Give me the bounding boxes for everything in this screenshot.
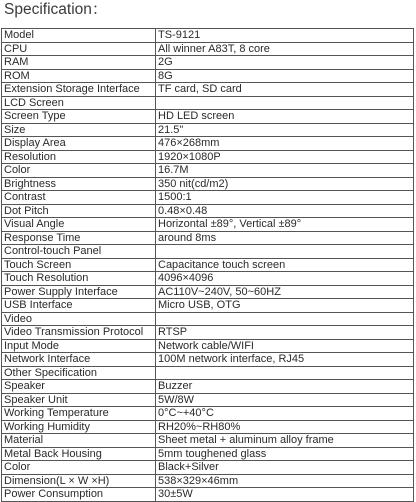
spec-value-cell: Black+Silver — [156, 461, 414, 475]
table-row — [2, 407, 414, 421]
spec-value-cell: All winner A83T, 8 core — [156, 42, 414, 56]
spec-value-cell: AC110V~240V, 50~60HZ — [156, 285, 414, 299]
spec-key-cell: CPU — [2, 42, 156, 56]
spec-value-cell: TF card, SD card — [156, 83, 414, 97]
spec-key-cell: LCD Screen — [2, 96, 156, 110]
spec-key-cell: Dimension(L × W ×H) — [2, 474, 156, 488]
spec-value-cell: 2G — [156, 56, 414, 70]
table-row — [2, 218, 414, 232]
spec-value-cell: 4096×4096 — [156, 272, 414, 286]
specification-table-body — [2, 29, 414, 502]
table-row — [2, 474, 414, 488]
spec-value-cell — [156, 312, 414, 326]
table-row — [2, 339, 414, 353]
spec-value-cell: 5W/8W — [156, 393, 414, 407]
spec-value-cell — [156, 245, 414, 259]
spec-key-cell: Display Area — [2, 137, 156, 151]
spec-value-cell: 476×268mm — [156, 137, 414, 151]
spec-value-cell: Buzzer — [156, 380, 414, 394]
spec-key-cell: Video — [2, 312, 156, 326]
spec-key-cell: Visual Angle — [2, 218, 156, 232]
spec-key-cell: Model — [2, 29, 156, 43]
spec-value-cell: RTSP — [156, 326, 414, 340]
table-row — [2, 191, 414, 205]
spec-value-cell: 21.5" — [156, 123, 414, 137]
table-row — [2, 110, 414, 124]
spec-key-cell: Color — [2, 164, 156, 178]
spec-value-cell: 5mm toughened glass — [156, 447, 414, 461]
table-row — [2, 96, 414, 110]
spec-key-cell: Control-touch Panel — [2, 245, 156, 259]
table-row — [2, 137, 414, 151]
table-row — [2, 312, 414, 326]
table-row — [2, 299, 414, 313]
spec-key-cell: Color — [2, 461, 156, 475]
spec-value-cell: Sheet metal + aluminum alloy frame — [156, 434, 414, 448]
spec-key-cell: Touch Resolution — [2, 272, 156, 286]
spec-value-cell: Capacitance touch screen — [156, 258, 414, 272]
specification-table — [1, 28, 414, 502]
spec-value-cell: Horizontal ±89°, Vertical ±89° — [156, 218, 414, 232]
spec-key-cell: Screen Type — [2, 110, 156, 124]
table-row — [2, 285, 414, 299]
spec-key-cell: RAM — [2, 56, 156, 70]
spec-key-cell: Resolution — [2, 150, 156, 164]
spec-value-cell: 350 nit(cd/m2) — [156, 177, 414, 191]
table-row — [2, 56, 414, 70]
spec-key-cell: Network Interface — [2, 353, 156, 367]
table-row — [2, 204, 414, 218]
table-row — [2, 380, 414, 394]
spec-key-cell: Working Temperature — [2, 407, 156, 421]
spec-key-cell: USB Interface — [2, 299, 156, 313]
table-row — [2, 420, 414, 434]
spec-value-cell: RH20%~RH80% — [156, 420, 414, 434]
spec-value-cell: Micro USB, OTG — [156, 299, 414, 313]
spec-value-cell: 1920×1080P — [156, 150, 414, 164]
spec-value-cell: 0.48×0.48 — [156, 204, 414, 218]
spec-value-cell: around 8ms — [156, 231, 414, 245]
spec-value-cell: 100M network interface, RJ45 — [156, 353, 414, 367]
spec-value-cell — [156, 96, 414, 110]
table-row — [2, 150, 414, 164]
spec-key-cell: Metal Back Housing — [2, 447, 156, 461]
spec-key-cell: Touch Screen — [2, 258, 156, 272]
table-row — [2, 434, 414, 448]
page-title: Specification： — [4, 1, 108, 18]
spec-key-cell: ROM — [2, 69, 156, 83]
spec-key-cell: Size — [2, 123, 156, 137]
spec-key-cell: Brightness — [2, 177, 156, 191]
spec-value-cell: 538×329×46mm — [156, 474, 414, 488]
table-row — [2, 69, 414, 83]
table-row — [2, 177, 414, 191]
table-row — [2, 245, 414, 259]
spec-key-cell: Extension Storage Interface — [2, 83, 156, 97]
spec-value-cell: Network cable/WIFI — [156, 339, 414, 353]
table-row — [2, 29, 414, 43]
table-row — [2, 326, 414, 340]
spec-value-cell: 30±5W — [156, 488, 414, 502]
spec-value-cell: 16.7M — [156, 164, 414, 178]
spec-value-cell: 1500:1 — [156, 191, 414, 205]
spec-key-cell: Video Transmission Protocol — [2, 326, 156, 340]
spec-key-cell: Other Specification — [2, 366, 156, 380]
table-row — [2, 353, 414, 367]
table-row — [2, 258, 414, 272]
spec-key-cell: Material — [2, 434, 156, 448]
spec-key-cell: Speaker — [2, 380, 156, 394]
table-row — [2, 164, 414, 178]
table-row — [2, 393, 414, 407]
spec-value-cell: 0°C~+40°C — [156, 407, 414, 421]
spec-value-cell: HD LED screen — [156, 110, 414, 124]
spec-key-cell: Response Time — [2, 231, 156, 245]
table-row — [2, 42, 414, 56]
table-row — [2, 488, 414, 502]
table-row — [2, 272, 414, 286]
table-row — [2, 83, 414, 97]
spec-value-cell: TS-9121 — [156, 29, 414, 43]
spec-key-cell: Contrast — [2, 191, 156, 205]
table-row — [2, 366, 414, 380]
spec-key-cell: Power Supply Interface — [2, 285, 156, 299]
spec-key-cell: Dot Pitch — [2, 204, 156, 218]
table-row — [2, 461, 414, 475]
spec-key-cell: Power Consumption — [2, 488, 156, 502]
spec-key-cell: Input Mode — [2, 339, 156, 353]
table-row — [2, 447, 414, 461]
table-row — [2, 231, 414, 245]
table-row — [2, 123, 414, 137]
spec-value-cell — [156, 366, 414, 380]
spec-key-cell: Speaker Unit — [2, 393, 156, 407]
spec-value-cell: 8G — [156, 69, 414, 83]
spec-key-cell: Working Humidity — [2, 420, 156, 434]
